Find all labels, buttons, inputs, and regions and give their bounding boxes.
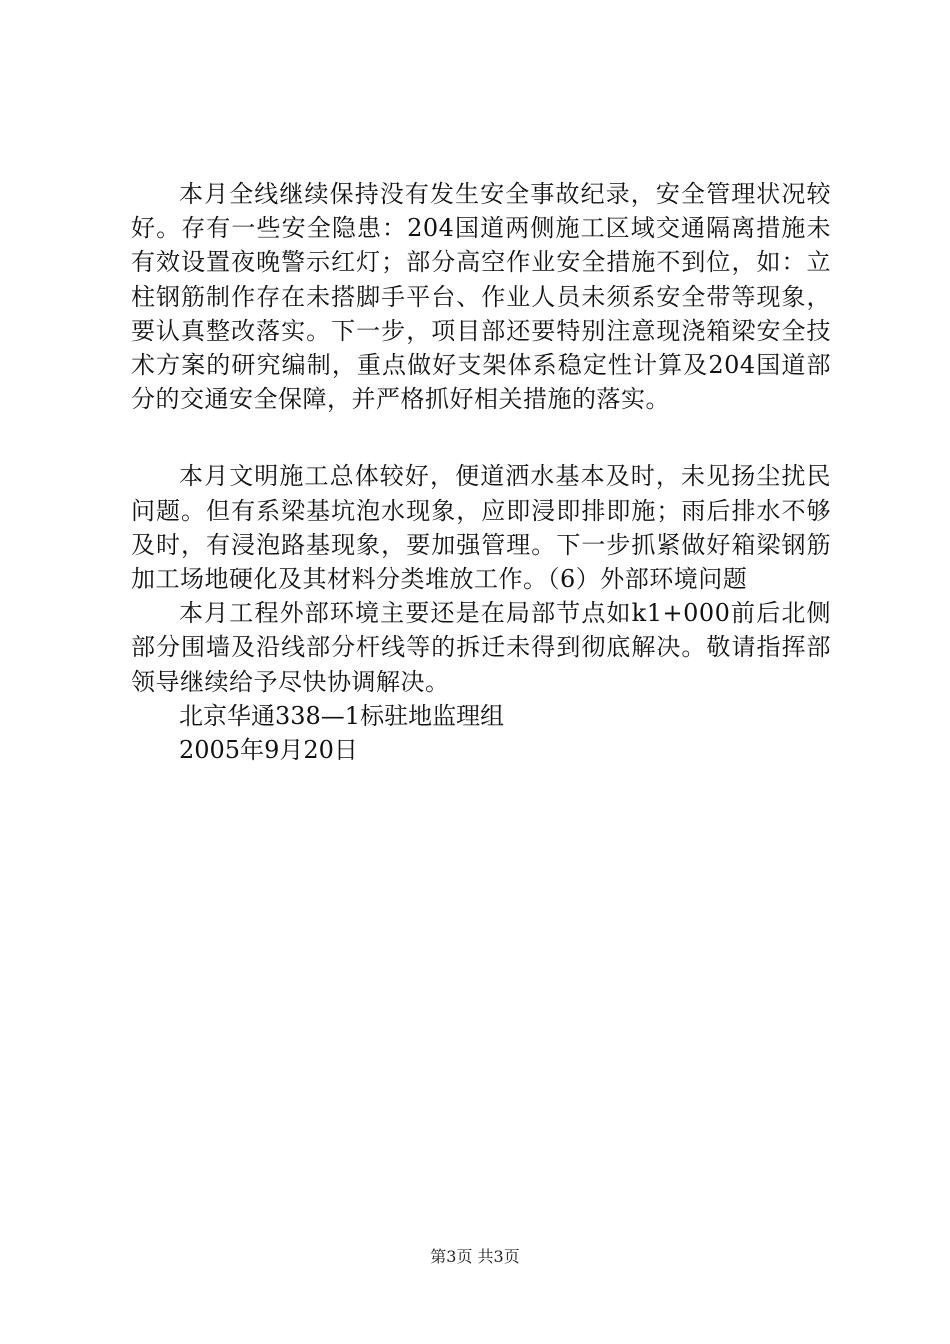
- paragraph-safety: 本月全线继续保持没有发生安全事故纪录，安全管理状况较好。存有一些安全隐患：204国道两侧施工区域交通隔离措施未有效设置夜晚警示红灯；部分高空作业安全措施不到位，如：立柱钢筋制作存在未搭脚手平台、作业人员未须系安全带等现象，要认真整改落实。下一步，项目部还要特别注意现浇箱梁安全技术方案的研究编制，重点做好支架体系稳定性计算及204国道部分的交通安全保障，并严格抓好相关措施的落实。: [131, 180, 831, 414]
- paragraph-civilized-construction: 本月文明施工总体较好，便道洒水基本及时，未见扬尘扰民问题。但有系梁基坑泡水现象，应即浸即排即施；雨后排水不够及时，有浸泡路基现象，要加强管理。下一步抓紧做好箱梁钢筋加工场地硬化及其材料分类堆放工作。（6）外部环境问题: [131, 462, 831, 594]
- document-body: [131, 177, 831, 767]
- date-line: 2005年9月20日: [179, 736, 358, 765]
- signature-line: 北京华通338—1标驻地监理组: [179, 701, 505, 730]
- page-footer: 第3页 共3页: [430, 1247, 520, 1266]
- paragraph-external-environment: 本月工程外部环境主要还是在局部节点如k1+000前后北侧部分围墙及沿线部分杆线等的拆迁未得到彻底解决。敬请指挥部领导继续给予尽快协调解决。: [131, 599, 831, 696]
